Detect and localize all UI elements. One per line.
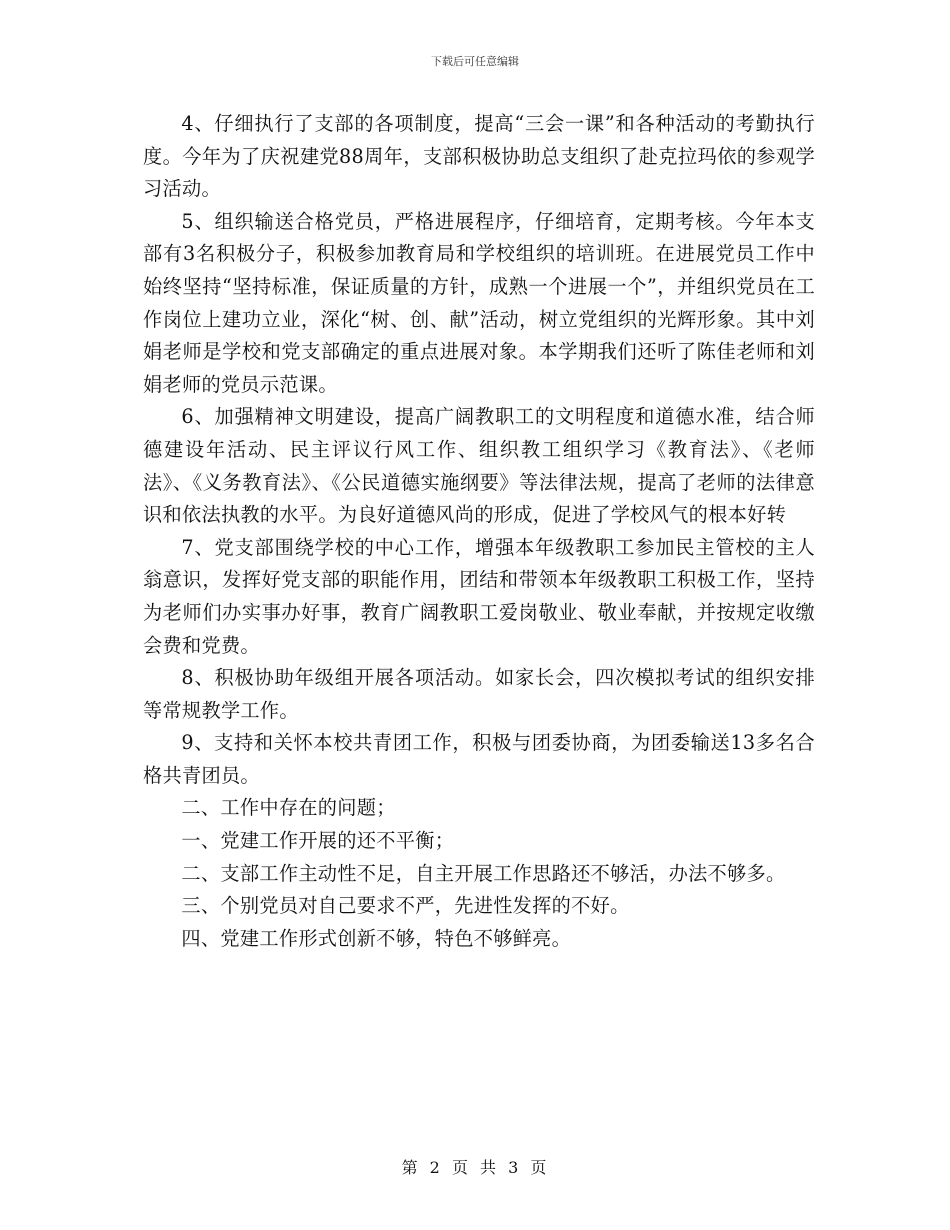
paragraph-item-8: 8、积极协助年级组开展各项活动。如家长会，四次模拟考试的组织安排等常规教学工作。 [143, 666, 815, 722]
problem-item-3: 三、个别党员对自己要求不严，先进性发挥的不好。 [181, 894, 630, 918]
paragraph-item-9: 9、支持和关怀本校共青团工作，积极与团委协商，为团委输送13多名合格共青团员。 [143, 731, 815, 787]
paragraph-item-6: 6、加强精神文明建设，提高广阔教职工的文明程度和道德水准，结合师德建设年活动、民主评议行风工作、组织教工组织学习《教育法》、《老师法》、《义务教育法》、《公民道德实施纲要》等法律法规，提高了老师的法律意识和依法执教的水平。为良好道德风尚的形成，促进了学校风气的根本好转 [143, 405, 815, 527]
document-body [143, 108, 815, 955]
paragraph-item-4: 4、仔细执行了支部的各项制度，提高“三会一课”和各种活动的考勤执行度。今年为了庆祝建党88周年，支部积极协助总支组织了赴克拉玛依的参观学习活动。 [143, 112, 815, 201]
problem-item-1: 一、党建工作开展的还不平衡； [181, 829, 455, 853]
paragraph-item-7: 7、党支部围绕学校的中心工作，增强本年级教职工参加民主管校的主人翁意识，发挥好党支部的职能作用，团结和带领本年级教职工积极工作，坚持为老师们办实事办好事，教育广阔教职工爱岗敬业、敬业奉献，并按规定收缴会费和党费。 [143, 535, 815, 657]
problem-item-4: 四、党建工作形式创新不够，特色不够鲜亮。 [181, 926, 572, 950]
page-number-footer: 第 2 页 共 3 页 [401, 1158, 549, 1177]
page-header-note: 下载后可任意编辑 [431, 55, 519, 68]
problem-item-2: 二、支部工作主动性不足，自主开展工作思路还不够活，办法不够多。 [181, 861, 786, 885]
section-heading-problems: 二、工作中存在的问题； [181, 796, 396, 820]
paragraph-item-5: 5、组织输送合格党员，严格进展程序，仔细培育，定期考核。今年本支部有3名积极分子，积极参加教育局和学校组织的培训班。在进展党员工作中始终坚持“坚持标准，保证质量的方针，成熟一个进展一个”，并组织党员在工作岗位上建功立业，深化“树、创、献”活动，树立党组织的光辉形象。其中刘娟老师是学校和党支部确定的重点进展对象。本学期我们还听了陈佳老师和刘娟老师的党员示范课。 [143, 209, 815, 396]
